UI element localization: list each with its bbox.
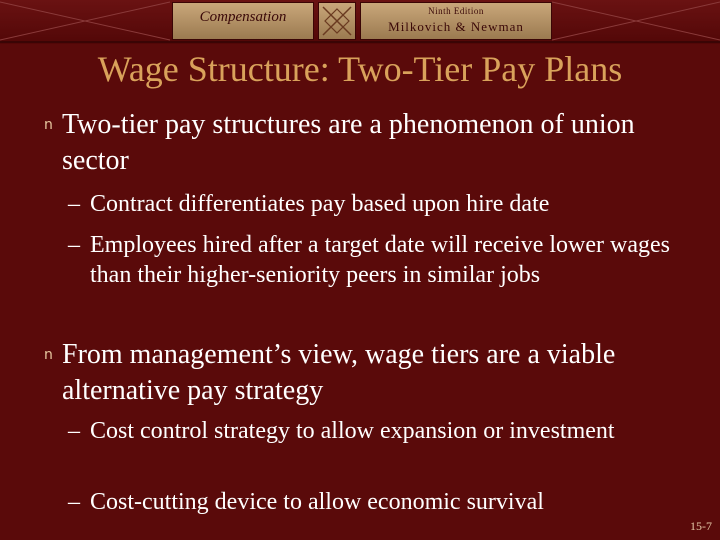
- dash-marker: –: [68, 418, 80, 444]
- slide-number: 15-7: [690, 519, 712, 533]
- sub-bullet-text: Employees hired after a target date will receive lower wages than their higher-seniority peers in similar jobs: [90, 232, 670, 288]
- sub-bullet-item: [68, 416, 690, 446]
- sub-bullet-text: Cost control strategy to allow expansion or investment: [90, 418, 615, 444]
- sub-bullet-item: [68, 189, 690, 219]
- bullet-item: [44, 107, 702, 178]
- authors-label: Milkovich & Newman: [388, 19, 524, 34]
- sub-bullet-text: Contract differentiates pay based upon hire date: [90, 191, 550, 217]
- bullet-item: [44, 337, 702, 408]
- brand-edition-box: [360, 2, 552, 40]
- diamond-icon: [319, 3, 355, 39]
- sub-bullet-text: Cost-cutting device to allow economic survival: [90, 489, 544, 515]
- brand-logo-box: [172, 2, 314, 40]
- brand-title: Compensation: [199, 9, 287, 25]
- sub-bullet-item: [68, 487, 690, 517]
- sub-bullet-item: [68, 230, 690, 290]
- bullet-text: From management’s view, wage tiers are a viable alternative pay strategy: [62, 339, 616, 406]
- slide-title: Wage Structure: Two-Tier Pay Plans: [97, 49, 623, 89]
- header-banner: [0, 0, 720, 44]
- bullet-marker-icon: n: [44, 347, 53, 363]
- dash-marker: –: [68, 191, 80, 217]
- edition-label: Ninth Edition: [428, 6, 484, 16]
- dash-marker: –: [68, 489, 80, 515]
- bullet-marker-icon: n: [44, 117, 53, 133]
- dash-marker: –: [68, 232, 80, 258]
- bullet-text: Two-tier pay structures are a phenomenon of union sector: [62, 109, 635, 176]
- brand-ornament: [318, 2, 356, 40]
